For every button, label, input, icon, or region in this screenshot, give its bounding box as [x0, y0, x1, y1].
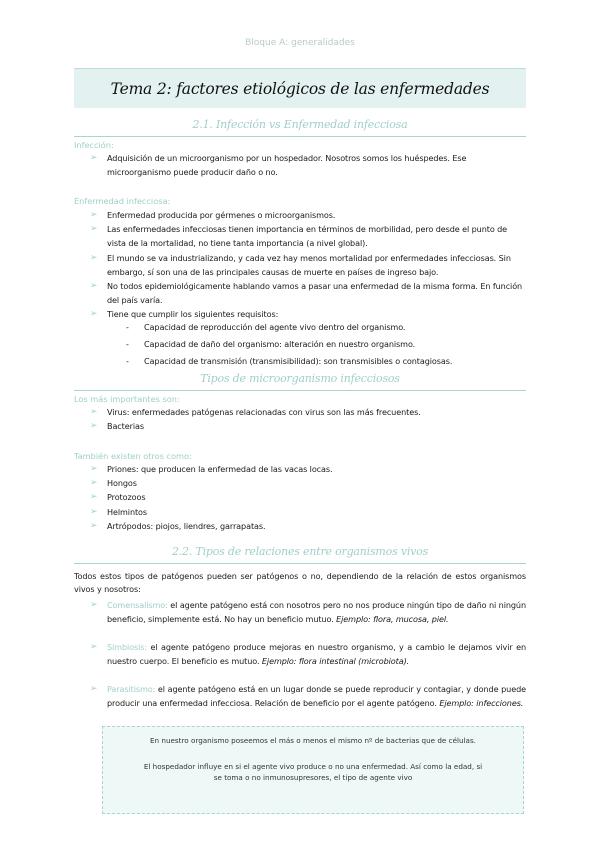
otros-list — [90, 462, 526, 533]
section-heading-2-2: 2.2. Tipos de relaciones entre organismos vivos — [171, 545, 429, 558]
list-item: ➢ Priones: que producen la enfermedad de las vacas locas. — [90, 464, 333, 474]
list-item: ➢ Virus: enfermedades patógenas relacionadas con virus son las más frecuentes. — [90, 407, 421, 417]
list-item: ➢ Parasitismo: el agente patógeno está en un lugar donde se puede reproducir y contagiar, y donde puede producir una enfermedad infecciosa. Relación de beneficio por el agente patógeno. Ejemplo: infecciones. — [90, 684, 526, 708]
requisitos-list — [126, 320, 526, 369]
relation-comensalismo — [90, 599, 526, 626]
list-item: ➢ El mundo se va industrializando, y cada vez hay menos mortalidad por enfermedades infecciosas. Sin embargo, sí son una de las principales causas de muerte en países de ingreso bajo. — [90, 252, 511, 277]
list-item: ➢ Las enfermedades infecciosas tienen importancia en términos de morbilidad, pero desde el punto de vista de la mortalidad, no tiene tanta importancia (a nivel global). — [90, 224, 508, 249]
page-header: Bloque A: generalidades — [245, 38, 355, 48]
section-divider — [74, 136, 526, 137]
list-item: ➢ Simbiosis: el agente patógeno produce mejoras en nuestro organismo, y a cambio le dejamos vivir en nuestro cuerpo. El beneficio es mutuo. Ejemplo: flora intestinal (microbiota). — [90, 642, 526, 666]
note-paragraph: El hospedador influye en si el agente vivo produce o no una enfermedad. Así como la edad, si se toma o no inmunosupresores, el tipo de agente vivo — [143, 761, 483, 782]
section-heading-tipos: Tipos de microorganismo infecciosos — [200, 372, 400, 385]
enfermedad-list — [90, 208, 526, 322]
section-heading-2-1: 2.1. Infección vs Enfermedad infecciosa — [192, 118, 408, 131]
list-item: ➢ Adquisición de un microorganismo por un hospedador. Nosotros somos los huéspedes. Ese microorganismo puede producir daño o no. — [90, 153, 467, 178]
section-divider — [74, 390, 526, 391]
label-enfermedad-infecciosa: Enfermedad infecciosa: — [74, 196, 171, 206]
importantes-list — [90, 405, 526, 433]
title-box — [74, 68, 526, 108]
list-item: ➢ Comensalismo: el agente patógeno está con nosotros pero no nos produce ningún tipo de daño ni ningún beneficio, simplemente está. No hay un beneficio mutuo. Ejemplo: flora, mucosa, piel. — [90, 600, 526, 624]
list-item: ➢ No todos epidemiológicamente hablando vamos a pasar una enfermedad de la misma forma. En función del país varía. — [90, 281, 523, 306]
list-item: ➢ Helmintos — [90, 506, 148, 517]
list-item: - Capacidad de reproducción del agente vivo dentro del organismo. — [126, 322, 406, 332]
intro-paragraph: Todos estos tipos de patógenos pueden ser patógenos o no, dependiendo de la relación de estos organismos vivos y nosotros: — [74, 571, 526, 595]
list-item: ➢ Protozoos — [90, 492, 146, 503]
relation-simbiosis — [90, 641, 526, 668]
relation-parasitismo — [90, 683, 526, 710]
note-paragraph: En nuestro organismo poseemos el más o menos el mismo nº de bacterias que de células. — [150, 736, 476, 745]
label-otros: También existen otros como: — [74, 451, 192, 461]
section-divider — [74, 563, 526, 564]
list-item: ➢ Tiene que cumplir los siguientes requisitos: — [90, 309, 279, 320]
list-item: - Capacidad de transmisión (transmisibilidad): son transmisibles o contagiosas. — [126, 356, 453, 366]
list-item: - Capacidad de daño del organismo: alteración en nuestro organismo. — [126, 338, 416, 349]
label-mas-importantes: Los más importantes son: — [74, 394, 180, 404]
page-title: Tema 2: factores etiológicos de las enfermedades — [110, 79, 490, 98]
list-item: ➢ Artrópodos: piojos, liendres, garrapatas. — [90, 520, 266, 531]
note-box — [102, 726, 524, 814]
infeccion-list — [90, 151, 526, 179]
list-item: ➢ Enfermedad producida por gérmenes o microorganismos. — [90, 210, 336, 220]
list-item: ➢ Hongos — [90, 478, 137, 489]
list-item: ➢ Bacterias — [90, 421, 144, 432]
label-infeccion: Infección: — [74, 140, 114, 150]
